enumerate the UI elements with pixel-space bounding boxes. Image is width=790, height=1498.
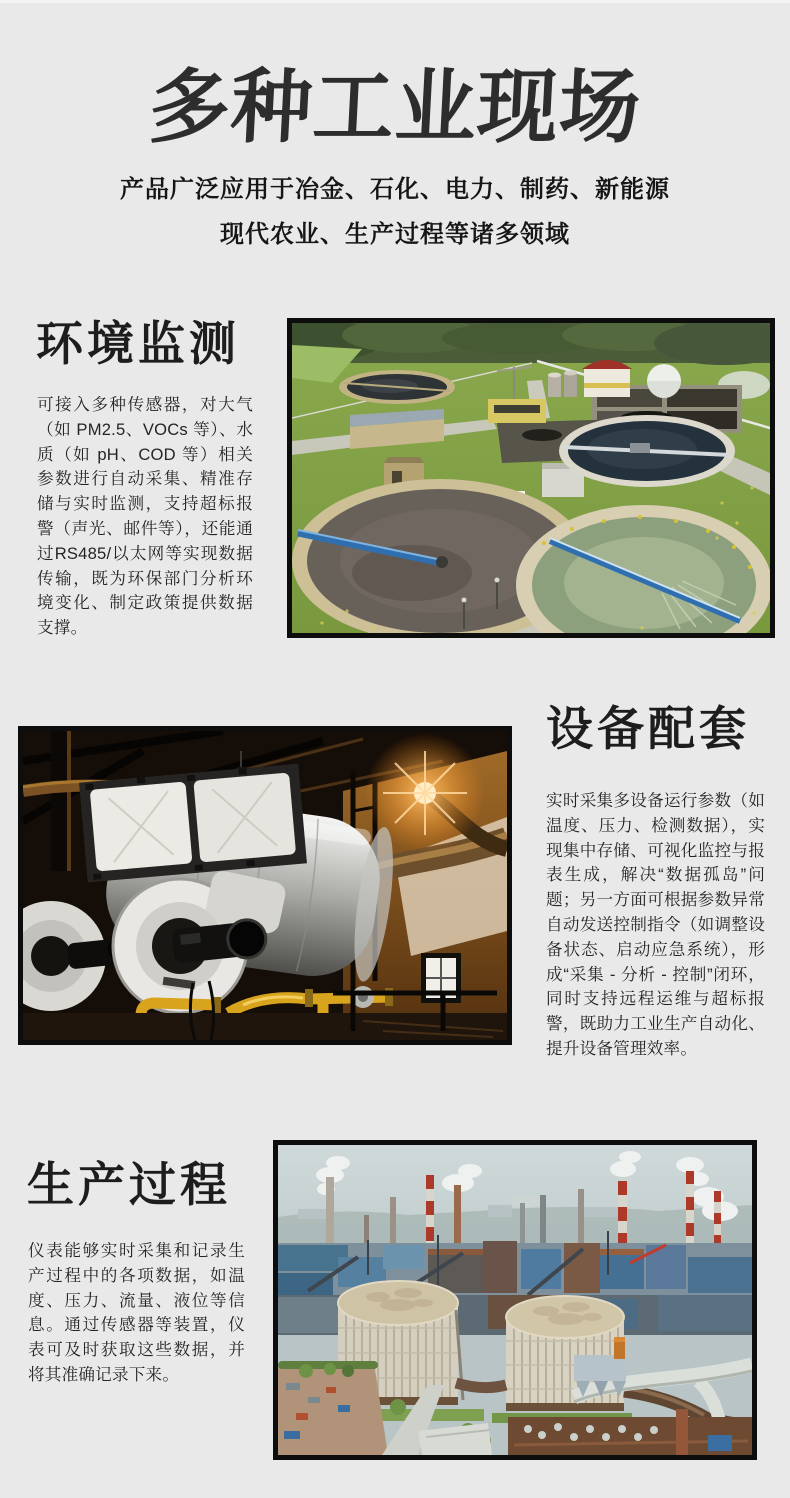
boiler-room-illustration <box>23 731 507 1040</box>
page-title: 多种工业现场 <box>146 63 644 153</box>
production-process-photo <box>273 1140 757 1460</box>
section-body-production: 仪表能够实时采集和记录生产过程中的各项数据，如温度、压力、流量、液位等信息。通过传感器等装置，仪表可及时获取这些数据，并将其准确记录下来。 <box>28 1241 245 1384</box>
equipment-photo <box>18 726 512 1045</box>
top-strip <box>0 0 790 3</box>
section-title-equipment: 设备配套 <box>546 702 750 755</box>
section-body-environment: 可接入多种传感器，对大气（如 PM2.5、VOCs 等）、水质（如 pH、COD 等）相关参数进行自动采集、精准存储与实时监测，支持超标报警（声光、邮件等），还能通过RS485/以太网等实现数据传输，既为环保部门分析环境变化、制定政策提供数据支撑。 <box>37 395 253 638</box>
steel-plant-illustration <box>278 1145 752 1455</box>
section-body-equipment: 实时采集多设备运行参数（如温度、压力、检测数据），实现集中存储、可视化监控与报表生成，解决“数据孤岛”问题；另一方面可根据参数异常自动发送控制指令（如调整设备状态、启动应急系统），形成“采集 - 分析 - 控制”闭环，同时支持远程运维与超标报警，既助力工业生产自动化、提升设备管理效率。 <box>546 791 765 1058</box>
section-title-production: 生产过程 <box>27 1158 231 1211</box>
wastewater-plant-illustration <box>292 323 770 633</box>
header-subtitle-line2: 现代农业、生产过程等诸多领域 <box>220 221 570 248</box>
section-title-environment: 环境监测 <box>36 317 240 370</box>
header-subtitle-line1: 产品广泛应用于冶金、石化、电力、制药、新能源 <box>120 176 670 203</box>
environment-monitoring-photo <box>287 318 775 638</box>
